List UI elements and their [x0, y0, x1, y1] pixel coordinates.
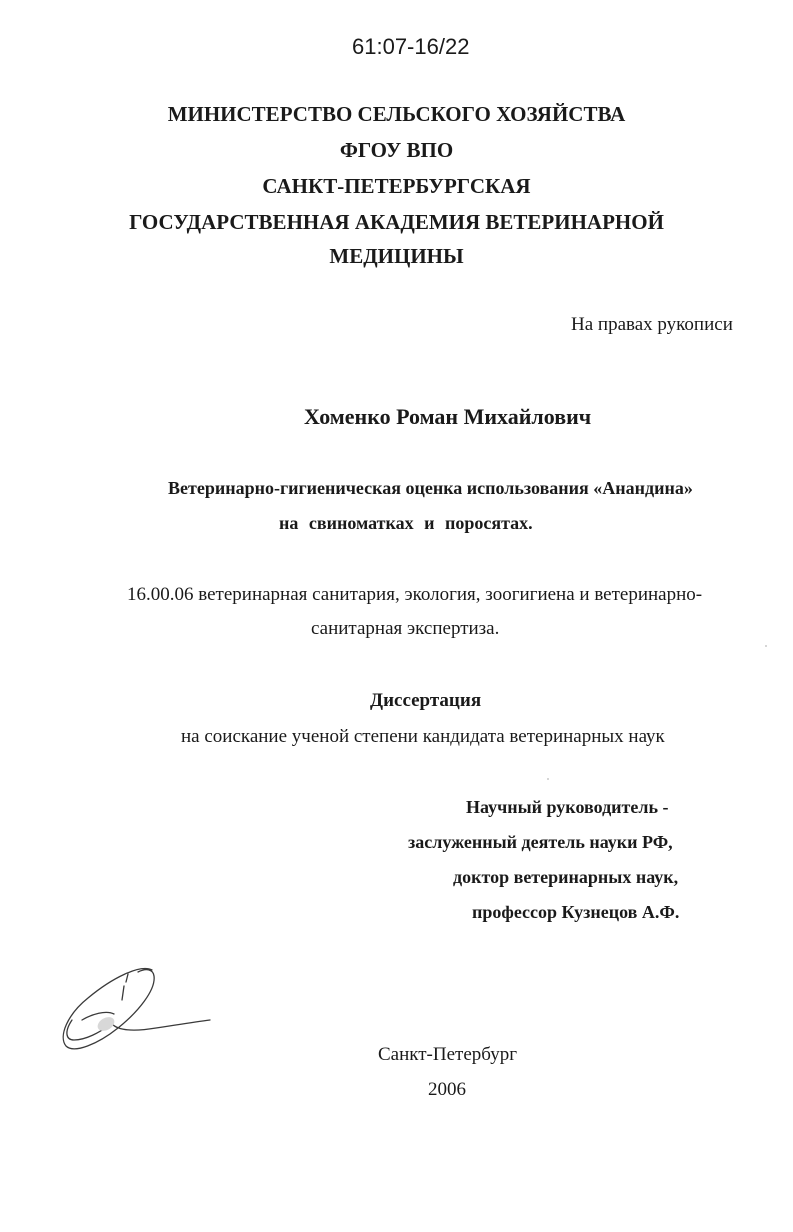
scan-speck	[765, 645, 767, 647]
supervisor-degree: доктор ветеринарных наук,	[453, 867, 679, 887]
degree-description: на соискание ученой степени кандидата ветеринарных наук	[181, 726, 665, 747]
specialty-line1: 16.00.06 ветеринарная санитария, экология, зоогигиена и ветеринарно-	[127, 584, 703, 605]
academy-city: САНКТ-ПЕТЕРБУРГСКАЯ	[262, 174, 531, 198]
handwritten-signature	[52, 960, 217, 1060]
specialty-line2: санитарная экспертиза.	[311, 618, 500, 639]
archive-code: 61:07-16/22	[352, 34, 470, 59]
supervisor-name: профессор Кузнецов А.Ф.	[472, 902, 680, 922]
academy-name-end: МЕДИЦИНЫ	[329, 244, 464, 268]
rights-note: На правах рукописи	[571, 314, 733, 335]
dissertation-label: Диссертация	[370, 690, 482, 711]
supervisor-honor: заслуженный деятель науки РФ,	[408, 832, 673, 852]
author-name: Хоменко Роман Михайлович	[304, 404, 592, 429]
institution-type: ФГОУ ВПО	[339, 138, 454, 162]
ministry-name: МИНИСТЕРСТВО СЕЛЬСКОГО ХОЗЯЙСТВА	[167, 102, 626, 126]
city: Санкт-Петербург	[378, 1044, 518, 1065]
academy-name: ГОСУДАРСТВЕННАЯ АКАДЕМИЯ ВЕТЕРИНАРНОЙ	[129, 210, 664, 234]
thesis-title-line2: на свиноматках и поросятах.	[279, 513, 533, 533]
thesis-title-line1: Ветеринарно-гигиеническая оценка использования «Анандина»	[168, 478, 693, 498]
scan-speck	[547, 778, 549, 780]
year: 2006	[428, 1079, 466, 1100]
supervisor-heading: Научный руководитель -	[466, 797, 669, 817]
